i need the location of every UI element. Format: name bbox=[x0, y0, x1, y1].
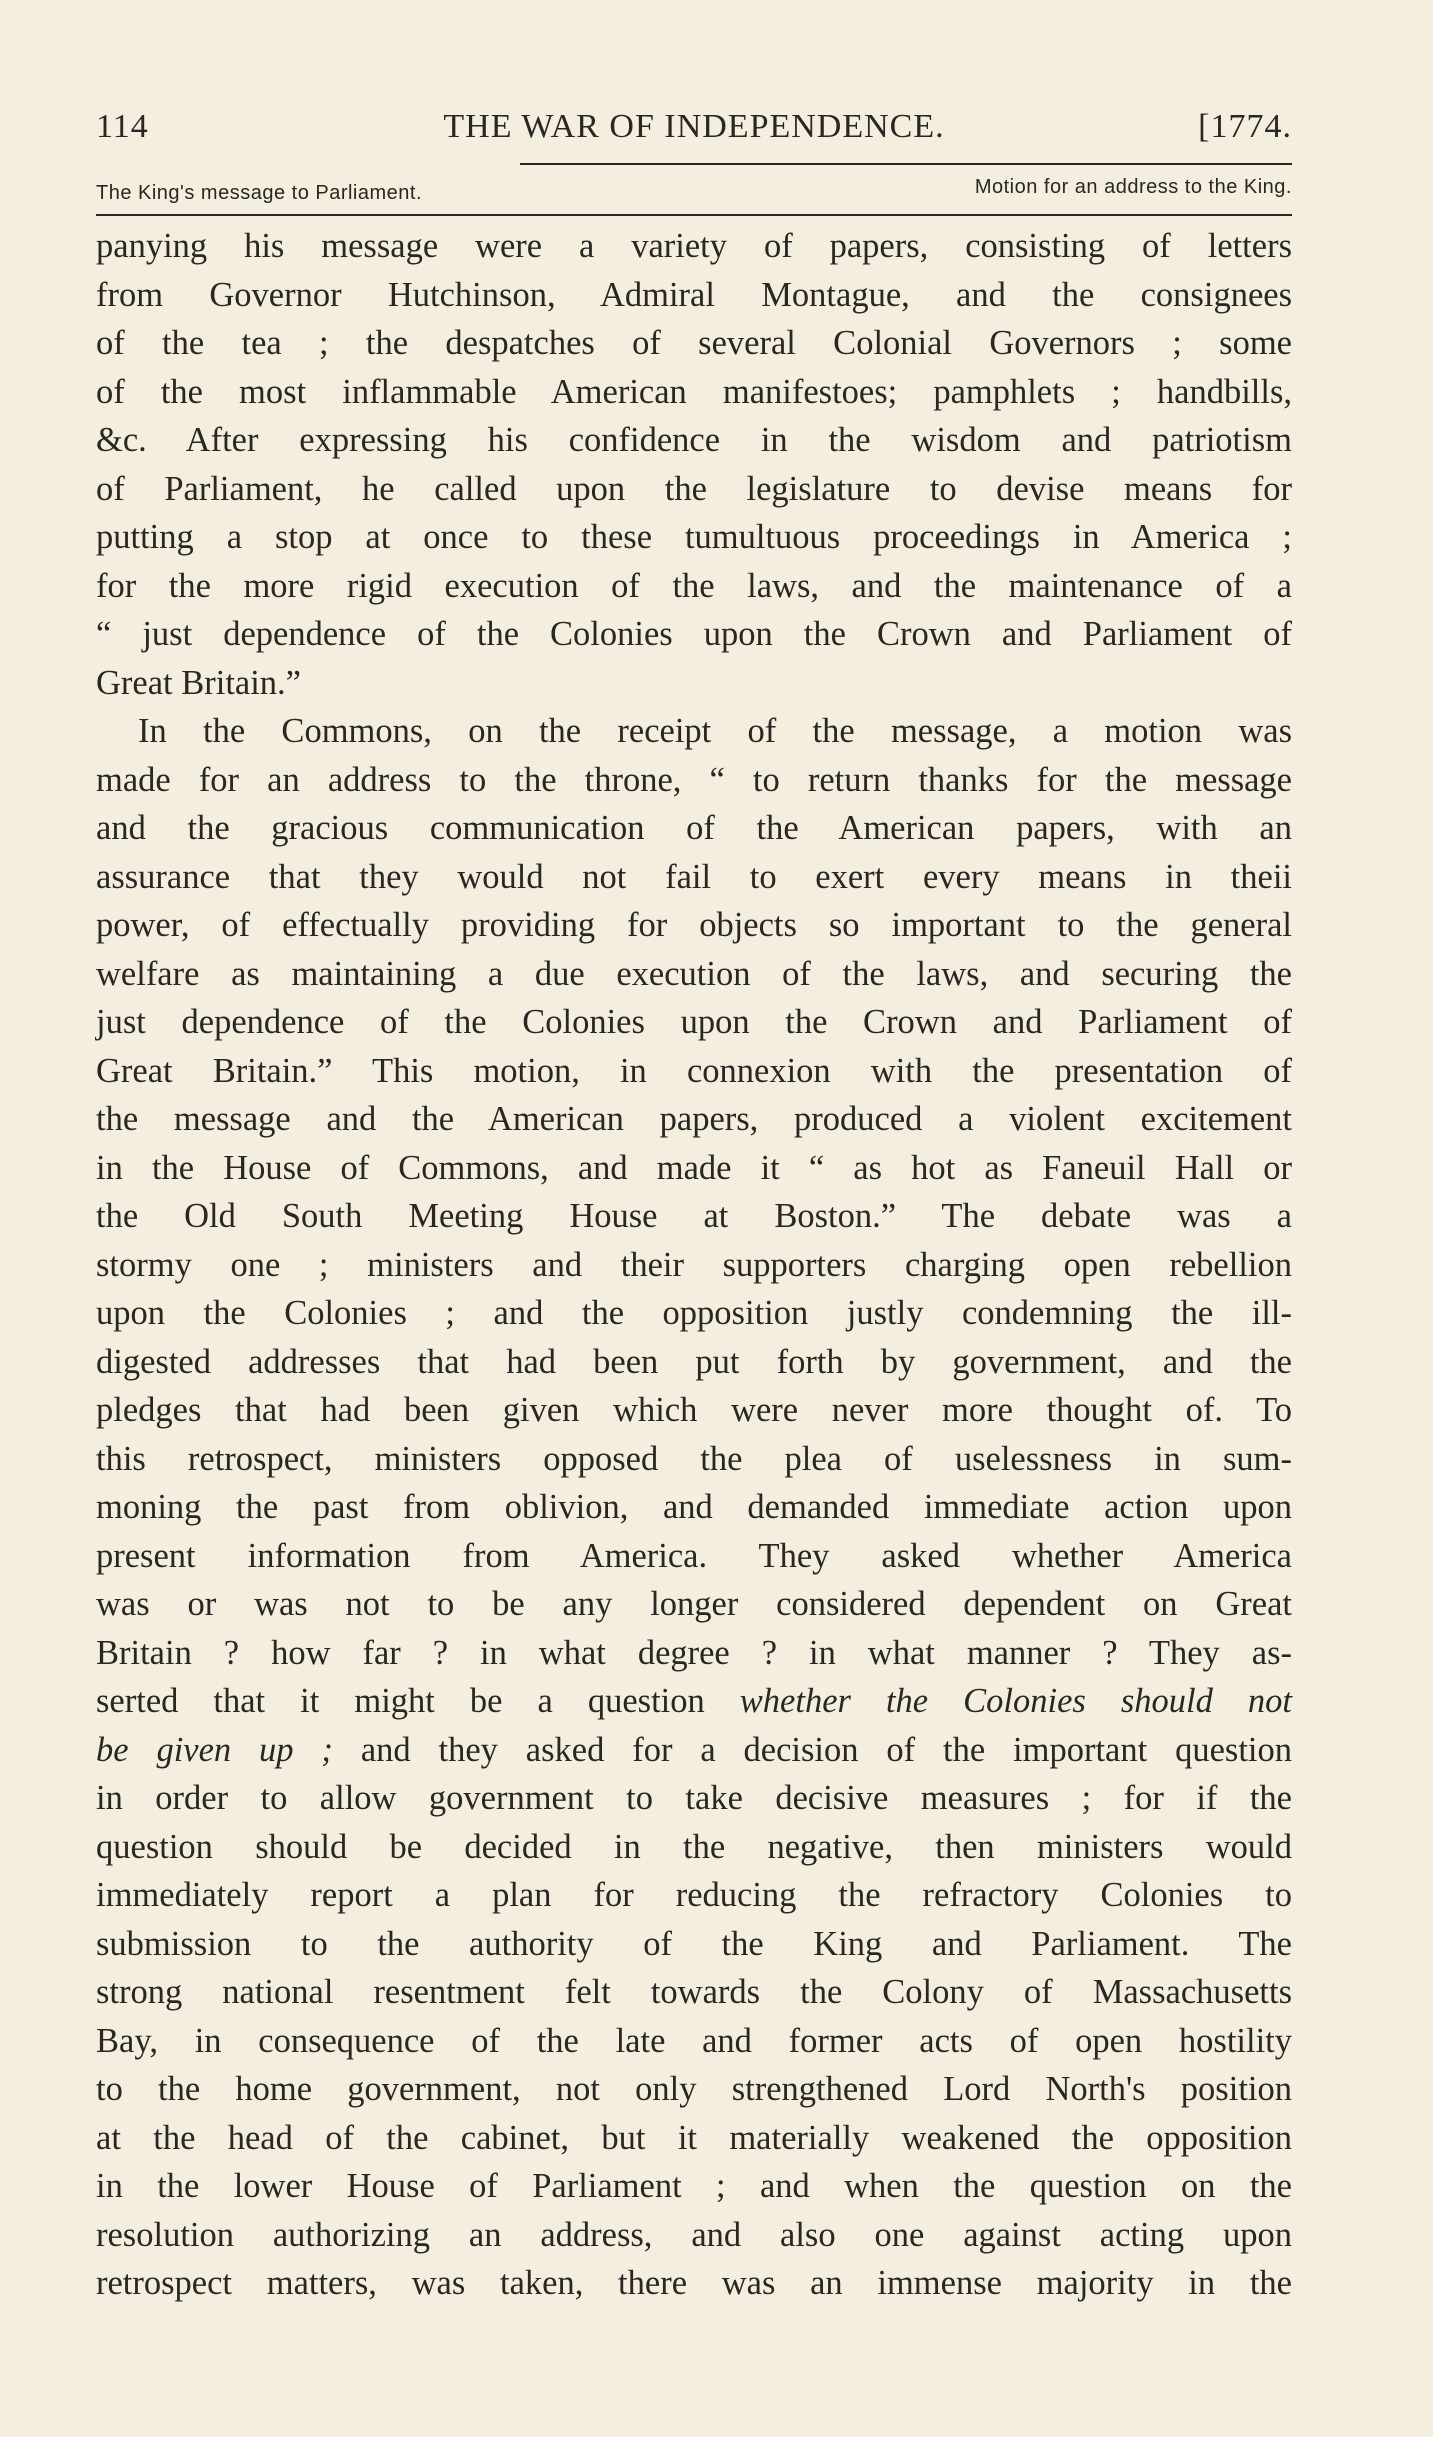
text-line: resolution authorizing an address, and also one against acting upon bbox=[96, 2215, 1292, 2254]
text-line: of the tea ; the despatches of several Colonial Governors ; some bbox=[96, 324, 1292, 362]
running-head bbox=[96, 108, 1292, 156]
text-run: and they asked for a decision of the important question bbox=[360, 1730, 1292, 1769]
sidenote-right: Motion for an address to the King. bbox=[974, 176, 1292, 198]
italic-run: whether the Colonies should not bbox=[739, 1682, 1292, 1720]
running-title: THE WAR OF INDEPENDENCE. bbox=[443, 108, 945, 145]
text-line: &c. After expressing his confidence in the wisdom and patriotism bbox=[96, 421, 1292, 459]
text-line bbox=[96, 1677, 1292, 1726]
text-line: just dependence of the Colonies upon the Crown and Parliament of bbox=[96, 1003, 1292, 1041]
text-line: in order to allow government to take decisive measures ; for if the bbox=[96, 1779, 1292, 1817]
text-line: digested addresses that had been put forth by government, and the bbox=[96, 1342, 1292, 1381]
running-year: [1774. bbox=[1198, 108, 1292, 145]
text-line: Bay, in consequence of the late and former acts of open hostility bbox=[96, 2021, 1292, 2060]
text-line: moning the past from oblivion, and demanded immediate action upon bbox=[96, 1488, 1292, 1526]
text-line: was or was not to be any longer considered dependent on Great bbox=[96, 1585, 1292, 1623]
page-number: 114 bbox=[96, 108, 149, 145]
body-text bbox=[96, 222, 1292, 2308]
text-run: serted that it might be a question bbox=[96, 1682, 705, 1720]
text-line: of the most inflammable American manifestoes; pamphlets ; handbills, bbox=[96, 372, 1292, 411]
text-line: from Governor Hutchinson, Admiral Montague, and the consignees bbox=[96, 275, 1292, 314]
text-line: In the Commons, on the receipt of the message, a motion was bbox=[138, 712, 1292, 750]
text-line: Great Britain.” This motion, in connexion with the presentation of bbox=[96, 1051, 1292, 1090]
text-line: retrospect matters, was taken, there was an immense majority in the bbox=[96, 2264, 1292, 2302]
italic-run: be given up ; bbox=[96, 1730, 333, 1769]
text-line: in the lower House of Parliament ; and when the question on the bbox=[96, 2167, 1292, 2205]
text-line: welfare as maintaining a due execution of the laws, and securing the bbox=[96, 954, 1292, 993]
sidenote-left: The King's message to Parliament. bbox=[96, 182, 423, 204]
text-line: in the House of Commons, and made it “ as hot as Faneuil Hall or bbox=[96, 1148, 1292, 1187]
text-line: this retrospect, ministers opposed the plea of uselessness in sum- bbox=[96, 1439, 1292, 1478]
text-line: putting a stop at once to these tumultuous proceedings in America ; bbox=[96, 518, 1292, 556]
text-line bbox=[96, 1726, 1292, 1775]
text-line: pledges that had been given which were never more thought of. To bbox=[96, 1391, 1292, 1429]
text-line: submission to the authority of the King and Parliament. The bbox=[96, 1924, 1292, 1963]
text-line: the message and the American papers, produced a violent excitement bbox=[96, 1100, 1292, 1138]
text-line: “ just dependence of the Colonies upon the Crown and Parliament of bbox=[96, 615, 1292, 653]
text-line: panying his message were a variety of papers, consisting of letters bbox=[96, 227, 1292, 265]
text-line: at the head of the cabinet, but it materially weakened the opposition bbox=[96, 2118, 1292, 2157]
sidenote-bar bbox=[96, 176, 1292, 208]
text-line: the Old South Meeting House at Boston.” The debate was a bbox=[96, 1197, 1292, 1235]
text-line: present information from America. They asked whether America bbox=[96, 1536, 1292, 1575]
text-line: to the home government, not only strengthened Lord North's position bbox=[96, 2070, 1292, 2108]
sidenote-rule bbox=[96, 214, 1292, 216]
text-line: assurance that they would not fail to exert every means in theii bbox=[96, 857, 1292, 896]
text-line: power, of effectually providing for objects so important to the general bbox=[96, 906, 1292, 944]
text-line: made for an address to the throne, “ to return thanks for the message bbox=[96, 760, 1292, 799]
text-line: for the more rigid execution of the laws, and the maintenance of a bbox=[96, 566, 1292, 605]
text-line: stormy one ; ministers and their supporters charging open rebellion bbox=[96, 1245, 1292, 1284]
text-line: question should be decided in the negative, then ministers would bbox=[96, 1827, 1292, 1866]
text-line: Great Britain.” bbox=[96, 663, 301, 702]
text-line: upon the Colonies ; and the opposition justly condemning the ill- bbox=[96, 1294, 1292, 1332]
text-line: of Parliament, he called upon the legislature to devise means for bbox=[96, 469, 1292, 508]
text-line: and the gracious communication of the American papers, with an bbox=[96, 809, 1292, 847]
text-line: immediately report a plan for reducing the refractory Colonies to bbox=[96, 1876, 1292, 1914]
text-line: Britain ? how far ? in what degree ? in what manner ? They as- bbox=[96, 1633, 1292, 1672]
header-rule bbox=[520, 163, 1292, 165]
text-line: strong national resentment felt towards the Colony of Massachusetts bbox=[96, 1973, 1292, 2011]
